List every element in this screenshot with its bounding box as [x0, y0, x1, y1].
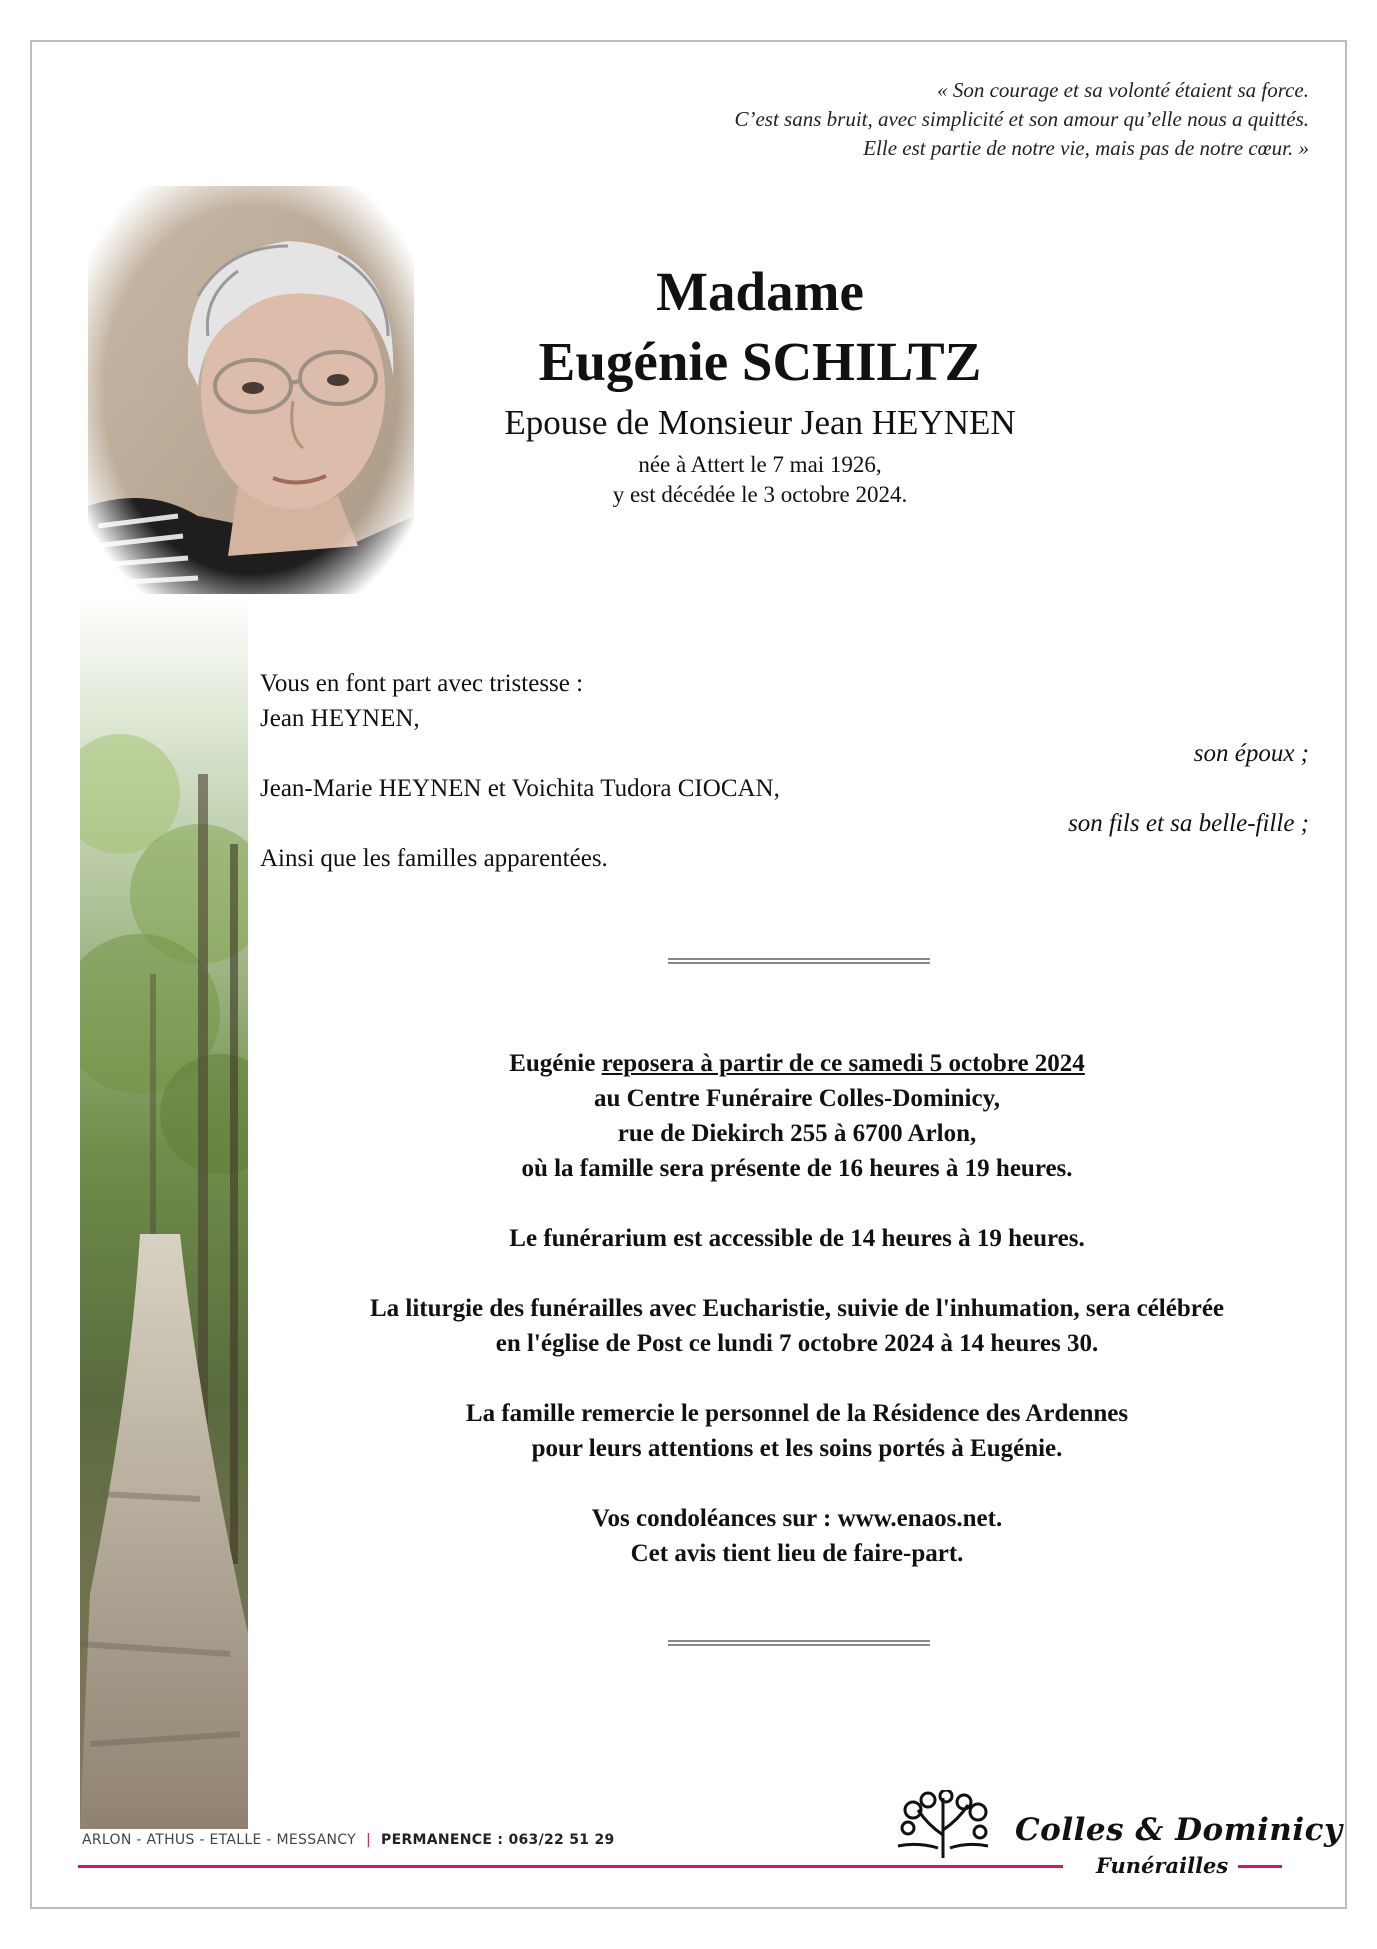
brand-subtitle: Funérailles — [1086, 1853, 1238, 1878]
separator-1 — [668, 958, 930, 964]
footer-permanence: PERMANENCE : 063/22 51 29 — [381, 1832, 615, 1848]
separator-2 — [668, 1640, 930, 1646]
family-section — [260, 670, 1309, 890]
quote-line-2: C’est sans bruit, avec simplicité et son amour qu’elle nous a quittés. — [734, 107, 1309, 131]
family-intro: Vous en font part avec tristesse : — [260, 670, 584, 697]
visit-hours: où la famille sera présente de 16 heures à 19 heures. — [521, 1155, 1073, 1182]
family-member-1: Jean HEYNEN, — [260, 705, 420, 732]
brand-name: Colles & Dominicy — [1015, 1812, 1343, 1848]
liturgy-line-2: en l'église de Post ce lundi 7 octobre 2024 à 14 heures 30. — [495, 1330, 1099, 1357]
footer-accent-line — [78, 1865, 1063, 1868]
quote-line-3: Elle est partie de notre vie, mais pas de notre cœur. » — [863, 136, 1309, 160]
family-role-2: son fils et sa belle-fille ; — [1068, 810, 1309, 837]
deceased-title: Madame — [656, 261, 864, 322]
quote-line-1: « Son courage et sa volonté étaient sa force. — [937, 78, 1309, 102]
thanks-line-2: pour leurs attentions et les soins portés à Eugénie. — [531, 1435, 1063, 1462]
family-role-1: son époux ; — [1193, 740, 1309, 767]
footer-locations — [82, 1832, 615, 1848]
tree-logo-icon — [888, 1790, 1008, 1860]
family-member-2: Jean-Marie HEYNEN et Voichita Tudora CIOCAN, — [260, 775, 780, 802]
thanks-line-1: La famille remercie le personnel de la Résidence des Ardennes — [465, 1400, 1129, 1427]
footer-divider: | — [365, 1832, 372, 1848]
death-line: y est décédée le 3 octobre 2024. — [612, 482, 908, 507]
visit-address: rue de Diekirch 255 à 6700 Arlon, — [617, 1120, 977, 1147]
footer-location-list: ARLON - ATHUS - ETALLE - MESSANCY — [82, 1832, 356, 1848]
notice-line: Cet avis tient lieu de faire-part. — [630, 1540, 964, 1567]
visit-place: au Centre Funéraire Colles-Dominicy, — [594, 1085, 1000, 1112]
family-others: Ainsi que les familles apparentées. — [260, 845, 608, 872]
visit-date: reposera à partir de ce samedi 5 octobre 2024 — [601, 1050, 1085, 1077]
forest-path-image — [80, 594, 248, 1829]
epitaph-quote — [734, 76, 1309, 163]
birth-line: née à Attert le 7 mai 1926, — [638, 452, 882, 477]
liturgy-line-1: La liturgie des funérailles avec Eucharistie, suivie de l'inhumation, sera célébrée — [369, 1295, 1225, 1322]
spouse-line: Epouse de Monsieur Jean HEYNEN — [504, 403, 1016, 442]
visitation-info — [270, 1046, 1324, 1571]
condolences-line: Vos condoléances sur : www.enaos.net. — [591, 1505, 1003, 1532]
deceased-name: Eugénie SCHILTZ — [538, 331, 982, 392]
visit-prefix: Eugénie — [509, 1050, 602, 1077]
portrait-photo — [88, 186, 414, 594]
funerarium-hours: Le funérarium est accessible de 14 heures à 19 heures. — [509, 1225, 1085, 1252]
